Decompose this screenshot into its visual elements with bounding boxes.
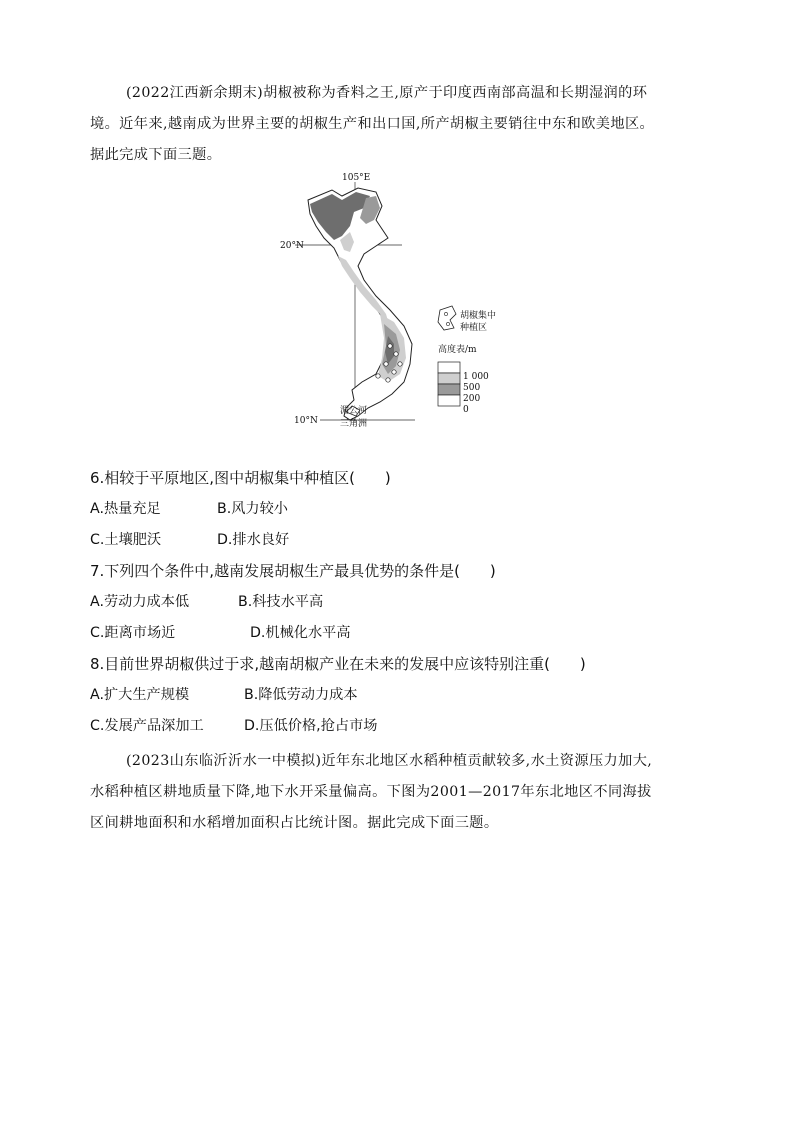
- q8-option-d[interactable]: D.压低价格,抢占市场: [244, 718, 378, 734]
- q7-option-d[interactable]: D.机械化水平高: [250, 625, 351, 641]
- legend-level-200: 200: [463, 394, 481, 404]
- legend-level-1000: 1 000: [463, 372, 489, 382]
- legend-pepper-text-1: 胡椒集中: [460, 311, 497, 321]
- q8-stem: 8.目前世界胡椒供过于求,越南胡椒产业在未来的发展中应该特别注重( ): [90, 655, 586, 673]
- q7-option-c[interactable]: C.距离市场近: [90, 625, 176, 641]
- label-105e: 105°E: [342, 173, 371, 183]
- q6-option-b[interactable]: B.风力较小: [217, 501, 288, 517]
- intro1-line-2: 境。近年来,越南成为世界主要的胡椒生产和出口国,所产胡椒主要销往中东和欧美地区。: [90, 116, 655, 132]
- intro2-line-1: (2023山东临沂沂水一中模拟)近年东北地区水稻种植贡献较多,水土资源压力加大,: [126, 753, 653, 769]
- vietnam-map-figure: [280, 168, 520, 458]
- legend-pepper: [438, 306, 496, 333]
- q8-option-a[interactable]: A.扩大生产规模: [90, 687, 190, 703]
- legend-pepper-text-2: 种植区: [460, 323, 488, 333]
- legend-level-0: 0: [463, 405, 469, 415]
- q7-stem: 7.下列四个条件中,越南发展胡椒生产最具优势的条件是( ): [90, 562, 496, 580]
- intro2-line-3: 区间耕地面积和水稻增加面积占比统计图。据此完成下面三题。: [90, 815, 499, 831]
- intro2-line-2: 水稻种植区耕地质量下降,地下水开采量偏高。下图为2001—2017年东北地区不同海拔: [90, 784, 652, 800]
- q6-stem: 6.相较于平原地区,图中胡椒集中种植区( ): [90, 469, 391, 487]
- label-mekong-2: 三角洲: [340, 419, 368, 429]
- label-mekong-1: 湄公河: [340, 406, 368, 416]
- q6-option-c[interactable]: C.土壤肥沃: [90, 532, 162, 548]
- label-10n: 10°N: [294, 416, 318, 426]
- intro1-line-3: 据此完成下面三题。: [90, 147, 222, 163]
- intro1-line-1: (2022江西新余期末)胡椒被称为香料之王,原产于印度西南部高温和长期湿润的环: [126, 85, 648, 101]
- q8-option-c[interactable]: C.发展产品深加工: [90, 718, 204, 734]
- legend-level-500: 500: [463, 383, 481, 393]
- vietnam-map: [280, 168, 520, 458]
- legend-elevation: [438, 343, 489, 415]
- q6-option-d[interactable]: D.排水良好: [217, 532, 290, 548]
- q7-option-a[interactable]: A.劳动力成本低: [90, 594, 190, 610]
- legend-pepper-shape: [438, 306, 456, 330]
- q8-option-b[interactable]: B.降低劳动力成本: [244, 687, 358, 703]
- q7-option-b[interactable]: B.科技水平高: [238, 594, 324, 610]
- label-20n: 20°N: [280, 241, 304, 251]
- legend-elevation-title: 高度表/m: [438, 345, 477, 355]
- q6-option-a[interactable]: A.热量充足: [90, 501, 161, 517]
